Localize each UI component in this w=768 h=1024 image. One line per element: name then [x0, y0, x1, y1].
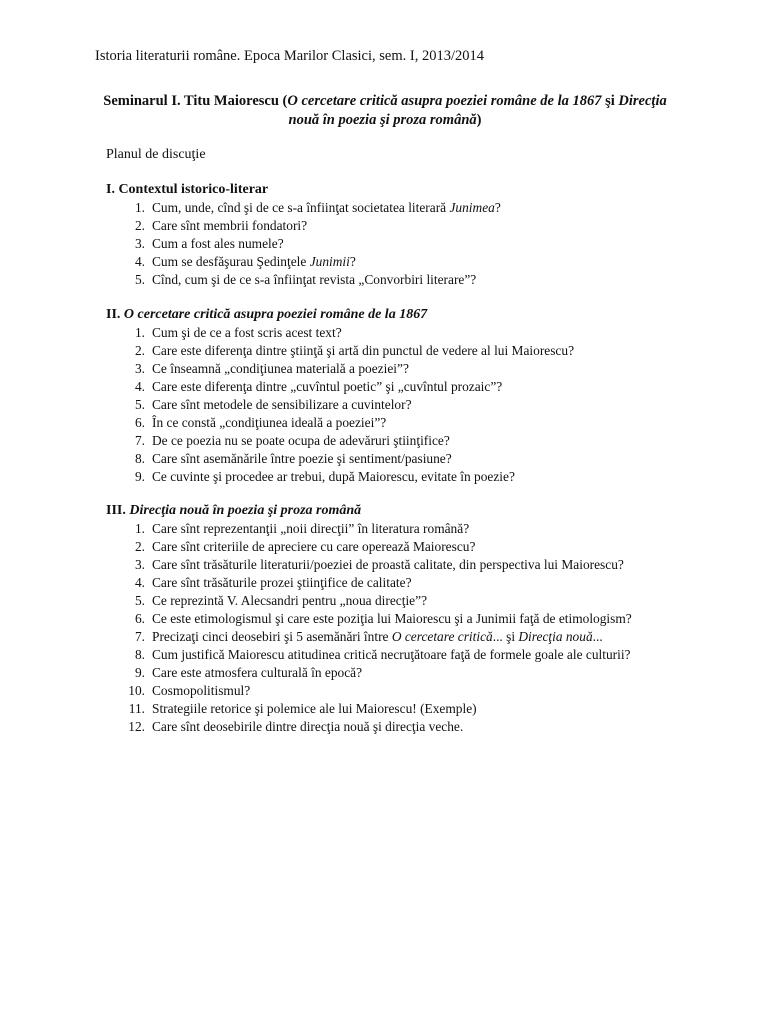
item-number: 9. [134, 469, 145, 484]
item-text-part: Care sînt metodele de sensibilizare a cuvintelor? [152, 397, 412, 412]
list-item [106, 700, 746, 718]
item-number: 1. [134, 200, 145, 215]
item-text-part: ... [592, 629, 603, 644]
list-item [106, 199, 746, 217]
item-text [152, 610, 746, 628]
list-item [106, 450, 746, 468]
section-heading-italic: Direcţia nouă în poezia şi proza română [129, 503, 362, 518]
item-number: 7. [134, 433, 145, 448]
item-text-part: Care sînt asemănările între poezie şi sentiment/pasiune? [152, 451, 452, 466]
item-number: 3. [134, 236, 145, 251]
item-text-part: Cum justifică Maiorescu atitudinea critică necruţătoare faţă de formele goale ale culturii? [152, 647, 631, 662]
item-number: 12. [128, 719, 145, 734]
item-text [152, 628, 746, 646]
section-directia-noua [106, 502, 746, 736]
item-text-part: Cosmopolitismul? [152, 683, 251, 698]
question-list [106, 324, 746, 486]
item-number: 4. [134, 575, 145, 590]
item-text-part: ? [494, 200, 501, 215]
item-number: 1. [134, 325, 145, 340]
item-number: 9. [134, 665, 145, 680]
item-text [152, 324, 746, 342]
item-text-part: Ce înseamnă „condiţiunea materială a poeziei”? [152, 361, 409, 376]
item-text [152, 199, 746, 217]
list-item [106, 664, 746, 682]
item-number: 10. [128, 683, 145, 698]
seminar-title [100, 92, 670, 130]
list-item [106, 360, 746, 378]
item-text [152, 217, 746, 235]
item-number: 3. [134, 361, 145, 376]
item-text [152, 682, 746, 700]
list-item [106, 253, 746, 271]
list-item [106, 718, 746, 736]
list-item [106, 610, 746, 628]
item-text-part: Care sînt criteriile de apreciere cu care operează Maiorescu? [152, 539, 476, 554]
item-text [152, 592, 746, 610]
item-number: 8. [134, 647, 145, 662]
item-number: 3. [134, 557, 145, 572]
list-item [106, 271, 746, 289]
item-text [152, 520, 746, 538]
section-heading-text: I. Contextul istorico-literar [106, 182, 269, 197]
item-text-part: Ce cuvinte şi procedee ar trebui, după Maiorescu, evitate în poezie? [152, 469, 515, 484]
item-text-italic: Junimii [309, 254, 350, 269]
section-heading-italic: O cercetare critică asupra poeziei române de la 1867 [123, 307, 428, 322]
list-item [106, 538, 746, 556]
section-cercetare-critica [106, 306, 746, 486]
question-list [106, 199, 746, 289]
item-text-part: Ce reprezintă V. Alecsandri pentru „noua direcţie”? [152, 593, 428, 608]
title-close: ) [476, 112, 482, 128]
list-item [106, 520, 746, 538]
item-text [152, 360, 746, 378]
item-text-part: Strategiile retorice şi polemice ale lui Maiorescu! (Exemple) [152, 701, 477, 716]
title-work2: Direcţia nouă în poezia şi proza română [288, 93, 667, 128]
item-text [152, 646, 746, 664]
list-item [106, 682, 746, 700]
list-item [106, 468, 746, 486]
item-text-part: De ce poezia nu se poate ocupa de adevăruri ştiinţifice? [152, 433, 450, 448]
list-item [106, 235, 746, 253]
list-item [106, 574, 746, 592]
item-text-part: În ce constă „condiţiunea ideală a poeziei”? [152, 415, 387, 430]
item-number: 7. [134, 629, 145, 644]
item-text [152, 556, 746, 574]
item-number: 4. [134, 379, 145, 394]
item-text [152, 253, 746, 271]
item-number: 2. [134, 343, 145, 358]
item-text [152, 468, 746, 486]
item-text [152, 378, 746, 396]
list-item [106, 432, 746, 450]
item-number: 6. [134, 611, 145, 626]
item-text-part: ... şi [492, 629, 519, 644]
item-number: 2. [134, 218, 145, 233]
item-text-part: Care este diferenţa dintre „cuvîntul poetic” şi „cuvîntul prozaic”? [152, 379, 503, 394]
item-text-part: Cum a fost ales numele? [152, 236, 284, 251]
section-heading [106, 306, 746, 324]
item-number: 2. [134, 539, 145, 554]
item-number: 1. [134, 521, 145, 536]
item-number: 11. [128, 701, 145, 716]
section-context [106, 181, 746, 289]
title-part1: Seminarul I. Titu Maiorescu ( [103, 93, 288, 109]
item-text-part: ? [349, 254, 356, 269]
item-text-part: Ce este etimologismul şi care este poziţia lui Maiorescu şi a Junimii faţă de etimologism? [152, 611, 632, 626]
item-text-part: Cum şi de ce a fost scris acest text? [152, 325, 342, 340]
list-item [106, 396, 746, 414]
item-number: 5. [134, 593, 145, 608]
item-text-part: Precizaţi cinci deosebiri şi 5 asemănări între [152, 629, 392, 644]
item-number: 6. [134, 415, 145, 430]
list-item [106, 217, 746, 235]
item-text-part: Care sînt trăsăturile prozei ştiinţifice de calitate? [152, 575, 412, 590]
item-text-part: Care sînt trăsăturile literaturii/poeziei de proastă calitate, din perspectiva lui Maiorescu? [152, 557, 624, 572]
list-item [106, 592, 746, 610]
item-text-part: Care sînt reprezentanţii „noii direcţii” în literatura română? [152, 521, 470, 536]
item-text [152, 396, 746, 414]
item-text [152, 700, 746, 718]
list-item [106, 414, 746, 432]
section-heading [106, 181, 746, 199]
item-text [152, 664, 746, 682]
section-heading-text: II. [106, 307, 124, 322]
title-and: şi [601, 93, 619, 109]
section-heading-text: III. [106, 503, 130, 518]
list-item [106, 324, 746, 342]
course-header: Istoria literaturii române. Epoca Marilor Clasici, sem. I, 2013/2014 [95, 48, 484, 64]
item-text-part: Care este diferenţa dintre ştiinţă şi artă din punctul de vedere al lui Maiorescu? [152, 343, 575, 358]
item-text [152, 450, 746, 468]
list-item [106, 556, 746, 574]
item-text-italic: Junimea [449, 200, 495, 215]
list-item [106, 628, 746, 646]
item-text-part: Care sînt membrii fondatori? [152, 218, 308, 233]
question-list [106, 520, 746, 736]
item-text [152, 432, 746, 450]
title-work1: O cercetare critică asupra poeziei române de la 1867 [287, 93, 602, 109]
list-item [106, 342, 746, 360]
item-text [152, 538, 746, 556]
item-number: 4. [134, 254, 145, 269]
item-text [152, 342, 746, 360]
item-number: 5. [134, 272, 145, 287]
item-text-italic: Direcţia nouă [518, 629, 593, 644]
item-text-part: Cînd, cum şi de ce s-a înfiinţat revista „Convorbiri literare”? [152, 272, 477, 287]
item-text [152, 271, 746, 289]
item-text [152, 235, 746, 253]
item-text [152, 414, 746, 432]
item-text-italic: O cercetare critică [391, 629, 493, 644]
item-text-part: Cum, unde, cînd şi de ce s-a înfiinţat societatea literară [152, 200, 450, 215]
item-number: 5. [134, 397, 145, 412]
item-number: 8. [134, 451, 145, 466]
item-text-part: Care este atmosfera culturală în epocă? [152, 665, 363, 680]
item-text [152, 718, 746, 736]
item-text-part: Care sînt deosebirile dintre direcţia nouă şi direcţia veche. [152, 719, 464, 734]
section-heading [106, 502, 746, 520]
discussion-plan-label: Planul de discuţie [106, 147, 206, 162]
item-text [152, 574, 746, 592]
list-item [106, 646, 746, 664]
item-text-part: Cum se desfăşurau Şedinţele [152, 254, 310, 269]
list-item [106, 378, 746, 396]
